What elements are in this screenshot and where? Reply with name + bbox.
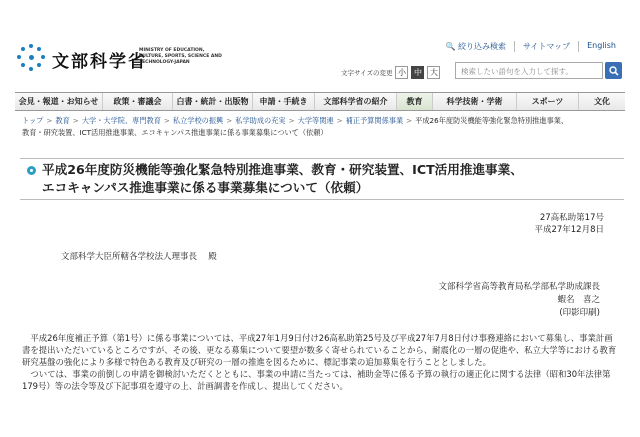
font-size-large-button[interactable]: 大	[427, 66, 440, 79]
breadcrumb-current-cont: 教育・研究装置、ICT活用推進事業、エコキャンパス推進事業に係る事業募集について（依頼）	[22, 128, 328, 137]
font-size-label: 文字サイズの変更	[341, 69, 393, 77]
logo-english-text: MINISTRY OF EDUCATION, CULTURE, SPORTS, SCIENCE AND TECHNOLOGY-JAPAN	[139, 48, 222, 65]
document-number-block	[534, 212, 604, 236]
body-paragraph-1: 平成26年度補正予算（第1号）に係る事業については、平成27年1月9日付け26高私助第25号及び平成27年7月8日付け事務連絡において募集し、事業計画書を提出いただいているところですが、その後、更なる募集について要望が数多く寄せられていることから、耐震化の一層の促進や、私立大学等における教育研究基盤の強化により多様で特色ある教育及び研究の一層の推進を図るために、標記事業の追加募集を行うこととしました。	[22, 333, 617, 367]
nav-item-culture[interactable]: 文化	[594, 97, 610, 106]
document-number: 27高私助第17号	[539, 213, 604, 223]
title-bullet-icon	[27, 166, 36, 175]
utility-links	[437, 41, 624, 52]
search-input[interactable]: 検索したい語句を入力して探す。	[455, 62, 603, 79]
logo-text[interactable]: 文部科学省	[52, 52, 147, 72]
sender-seal: (印影印刷)	[559, 308, 600, 318]
breadcrumb-private-school[interactable]: 私立学校の振興	[172, 116, 224, 125]
sender-organization: 文部科学省高等教育局私学部私学助成課長	[438, 282, 600, 292]
breadcrumb-current: 平成26年度防災機能等強化緊急特別推進事業、	[415, 116, 569, 125]
nav-item-science[interactable]: 科学技術・学術	[433, 93, 517, 110]
nav-item-press[interactable]: 会見・報道・お知らせ	[15, 93, 103, 110]
nav-item-education[interactable]: 教育	[397, 93, 433, 110]
site-header	[0, 0, 640, 92]
sitemap-link[interactable]: サイトマップ	[514, 41, 578, 52]
body-paragraph-2: ついては、事業の前倒しの申請を御検討いただくとともに、事業の申請に当たっては、補助金等に係る予算の執行の適正化に関する法律（昭和30年法律第179号）等の法令等及び下記事項を遵守の上、計画調書を作成し、提出してください。	[22, 369, 611, 391]
global-nav	[15, 92, 625, 111]
font-size-medium-button[interactable]: 中	[411, 66, 424, 79]
page-title-line2: エコキャンパス推進事業に係る事業募集について（依頼）	[42, 180, 369, 195]
page-title	[42, 161, 622, 197]
search-refine-link[interactable]: 🔍 絞り込み検索	[445, 42, 506, 51]
nav-item-about[interactable]: 文部科学省の紹介	[315, 93, 397, 110]
nav-item-sports[interactable]: スポーツ	[517, 93, 579, 110]
breadcrumb-subsidy[interactable]: 私学助成の充実	[235, 116, 286, 125]
nav-item-publications[interactable]: 白書・統計・出版物	[173, 93, 253, 110]
breadcrumb-top[interactable]: トップ	[22, 116, 44, 125]
page-title-bar	[20, 158, 624, 200]
breadcrumb: トップ > 教育 > 大学・大学院、専門教育 > 私立学校の振興 > 私学助成の充実 > 大学等関連 > 補正予算関係事業 > 平成26年度防災機能等強化緊急特別推進事業、 教育・研究装置、ICT活用推進事業、エコキャンパス推進事業に係る事業募集について（依頼）	[22, 116, 569, 137]
sender-name: 蝦名 喜之	[557, 295, 600, 305]
sender-block	[438, 281, 600, 320]
breadcrumb-education[interactable]: 教育	[55, 116, 70, 125]
font-size-small-button[interactable]: 小	[395, 66, 408, 79]
breadcrumb-supplementary-budget[interactable]: 補正予算関係事業	[345, 116, 404, 125]
search-icon: 🔍	[445, 42, 456, 51]
recipient: 文部科学大臣所轄各学校法人理事長 殿	[61, 252, 217, 262]
breadcrumb-university[interactable]: 大学・大学院、専門教育	[81, 116, 161, 125]
ministry-logo-icon[interactable]	[17, 44, 45, 72]
page-title-line1: 平成26年度防災機能等強化緊急特別推進事業、教育・研究装置、ICT活用推進事業、	[42, 162, 523, 177]
document-date: 平成27年12月8日	[534, 225, 604, 235]
breadcrumb-university-related[interactable]: 大学等関連	[297, 116, 334, 125]
search-button[interactable]	[605, 62, 622, 79]
document-body	[22, 332, 618, 392]
nav-item-applications[interactable]: 申請・手続き	[253, 93, 315, 110]
font-size-control	[341, 66, 440, 79]
nav-item-policy[interactable]: 政策・審議会	[103, 93, 173, 110]
magnifier-icon	[609, 66, 619, 76]
english-link[interactable]: English	[578, 41, 624, 52]
